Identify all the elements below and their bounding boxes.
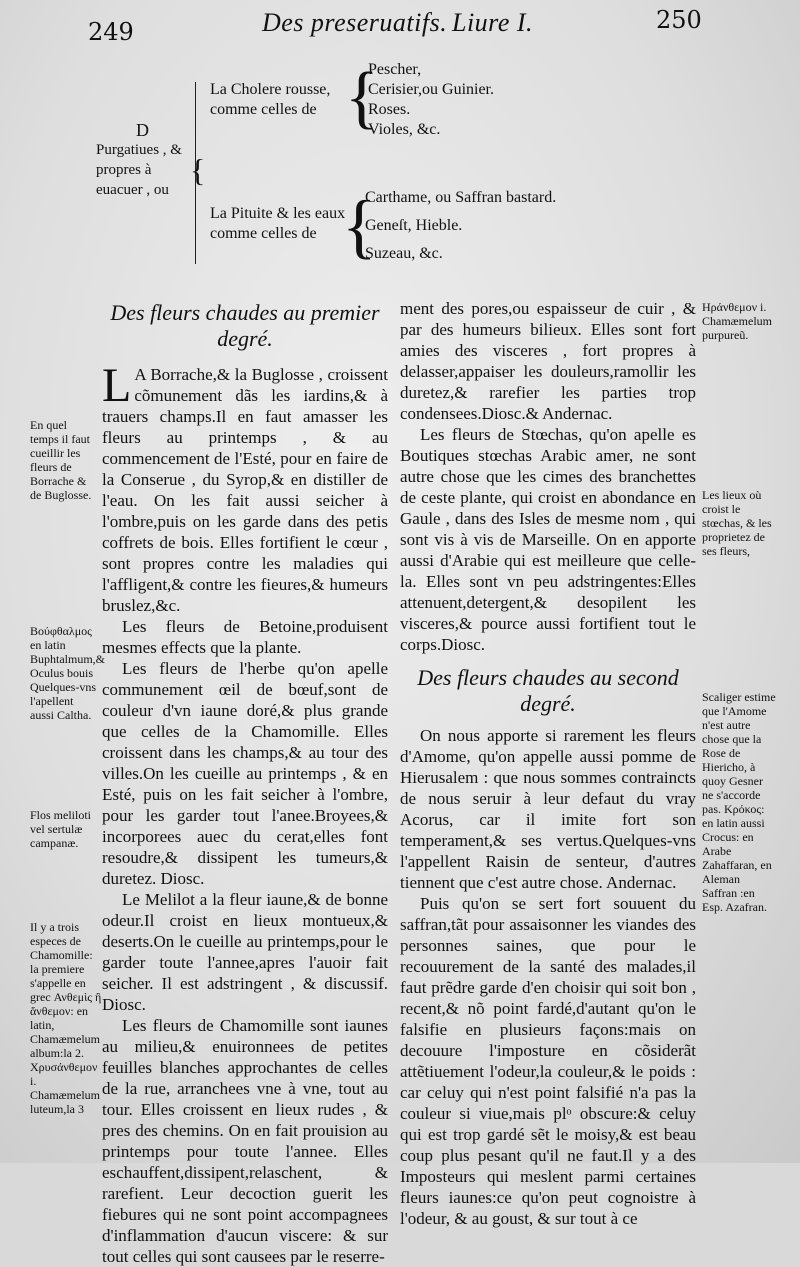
right-page-number: 250: [656, 6, 702, 34]
group1-item: Roses.: [368, 101, 411, 118]
paragraph: L A Borrache,& la Buglosse , croissent cõmunement dãs les iardins,& à trauers champs.Il en faut amasser les fleurs au printemps , & au commencement de l'Esté, pour en faire de la Conserue , du Syrop,& en distiller de l'eau. On les fait aussi seicher à l'ombre,puis on les garde dans des petis coffrets de bois. Elles fortifient le cœur , sont propres contre les maladies qui l'affligent,& contre les fieures,& humeurs bruslez,&c.: [102, 359, 388, 615]
group2-label: La Pituite & les eaux comme celles de: [210, 205, 346, 242]
paragraph: On nous apporte si rarement les fleurs d'Amome, qu'on appelle aussi pomme de Hierusalem : que nous sommes contraincts de nous seruir à leur defaut du vray Acorus, car il imite fort son temperament,& ses vertus.Quelques-vns l'appellent Raisin de senteur, d'autres tiennent que c'est autre chose. Andernac.: [400, 726, 696, 892]
paragraph: Puis qu'on se sert fort souuent du saffran,tãt pour assaisonner les viandes des personnes saines, que pour le recouurement de la santé des malades,il faut prẽdre garde d'en choisir qui soit bon , recent,& nõ point fardé,d'autant qu'on le falsifie en plusieurs façons:mais on decouure l'imposture en cõsiderãt attẽtiuement l'odeur,la couleur,& le poids : car celuy qui n'est point falsifié n'a pas la couleur si viue,mais plᵒ obscure:& celuy qui est trop gardé sẽt le moisy,& est beau coup plus pesant qu'il ne faut.Il y a des Imposteurs qui meslent parmi certaines fleurs iaunes:ce qu'on peut cognoistre à l'odeur, & au goust, & sur tout à ce: [400, 894, 696, 1228]
paragraph: Les fleurs de l'herbe qu'on apelle communement œil de bœuf,sont de couleur d'vn iaune doré,& plus grande que celles de la Chamomille. Elles croissent dans les champs,& au tour des villes.On les cueille au printemps , & en Esté, puis on les fait seicher à l'ombre, pour les garder tout l'anee.Broyees,& incorporees auec du cerat,elles font resoudre,& dissipent les tumeurs,& duretez. Diosc.: [102, 659, 388, 888]
right-column: [400, 298, 696, 1229]
root-brace: {: [190, 152, 206, 188]
left-page-number: 249: [88, 18, 134, 46]
paragraph: Les fleurs de Stœchas, qu'on apelle es Boutiques stœchas Arabic amer, ne sont autre chose que les cimes des branchettes de ceste plante, qui croist en abondance en Gaule , dans des Isles de mesme nom , qui sont vis à vis de Marseille. On en apporte aussi d'Arabie qui est meilleure que celle-la. Elles sont vn peu adstringentes:Elles attenuent,detergent,& desopilent les visceres,& pource aussi fortifient tout le corps.Diosc.: [400, 425, 696, 654]
paragraph: ment des pores,ou espaisseur de cuir , & par des humeurs bilieux. Elles sont fort amies des visceres , fort propres à delasser,appaiser les douleurs,ramollir les duretez,& rarefier les parties trop condensees.Diosc.& Andernac.: [400, 299, 696, 423]
group1-label: La Cholere rousse, comme celles de: [210, 81, 331, 118]
margin-note-right: Scaliger estime que l'Amome n'est autre chose que la Rose de Hiericho, à quoy Gesner ne s'accorde pas. Κρόκος: en latin aussi Crocus: en Arabe Zahaffaran, en Aleman Saffran :en Esp. Azafran.: [702, 690, 776, 914]
margin-note-right: Les lieux où croist le stœchas, & les proprietez de ses fleurs,: [702, 488, 772, 558]
margin-note-left: Βούφθαλμος en latin Buphtalmum,& Oculus bouis Quelques-vns l'apellent aussi Caltha.: [30, 624, 105, 722]
group1-item: Pescher,: [368, 61, 422, 78]
paragraph: Les fleurs de Betoine,produisent mesmes effects que la plante.: [102, 617, 388, 657]
group2-item: Suzeau, &c.: [365, 245, 443, 262]
drop-cap: L: [102, 359, 132, 412]
group1-item: Violes, &c.: [368, 121, 441, 138]
margin-note-left: En quel temps il faut cueillir les fleurs de Borrache & de Buglosse.: [30, 418, 92, 502]
section-heading: Des fleurs chaudes au premier degré.: [110, 300, 380, 351]
left-column: [102, 300, 388, 1267]
group1-item: Cerisier,ou Guinier.: [368, 81, 494, 98]
margin-note-right: Ηράνθεμον i. Chamæmelum purpureũ.: [702, 300, 772, 342]
running-title: Des preseruatifs.: [262, 8, 448, 37]
group2-item: Geneſt, Hieble.: [365, 217, 463, 234]
paragraph: Le Melilot a la fleur iaune,& de bonne odeur.Il croist en lieux montueux,& deserts.On le cueille au printemps,pour le garder toute l'annee,apres l'auoir fait seicher. Il est adstringent , & discussif. Diosc.: [102, 890, 388, 1014]
group1-brace: {: [345, 59, 379, 136]
group2-brace: {: [342, 186, 377, 266]
section-heading: Des fleurs chaudes au second degré.: [417, 665, 679, 716]
paragraph: Les fleurs de Chamomille sont iaunes au milieu,& enuironnees de petites feuilles blanches approchantes de celles de la rue, arranchees vne à vne, tout au tour. Elles croissent en lieux rudes , & pres des chemins. On en fait prouision au printemps pour toute l'annee. Elles eschauffent,dissipent,relaschent, & rarefient. Leur decoction guerit les fiebures qui ne sont point accompagnees d'inflammation d'aucun viscere: & sur tout celles qui sont causees par le reserre-: [102, 1016, 388, 1266]
table-root: Purgatiues , & propres à euacuer , ou: [96, 142, 182, 198]
table-letter: D: [136, 120, 149, 140]
margin-note-left: Il y a trois especes de Chamomille: la premiere s'appelle en grec Ανθεμὶς ἢ ἄνθεμον: en latin, Chamæmelum album:la 2. Χρυσάνθεμον i. Chamæmelum luteum,la 3: [30, 920, 102, 1116]
book-label: Liure I.: [452, 8, 534, 37]
group2-item: Carthame, ou Saffran bastard.: [365, 189, 557, 206]
margin-note-left: Flos meliloti vel sertulæ campanæ.: [30, 808, 92, 850]
